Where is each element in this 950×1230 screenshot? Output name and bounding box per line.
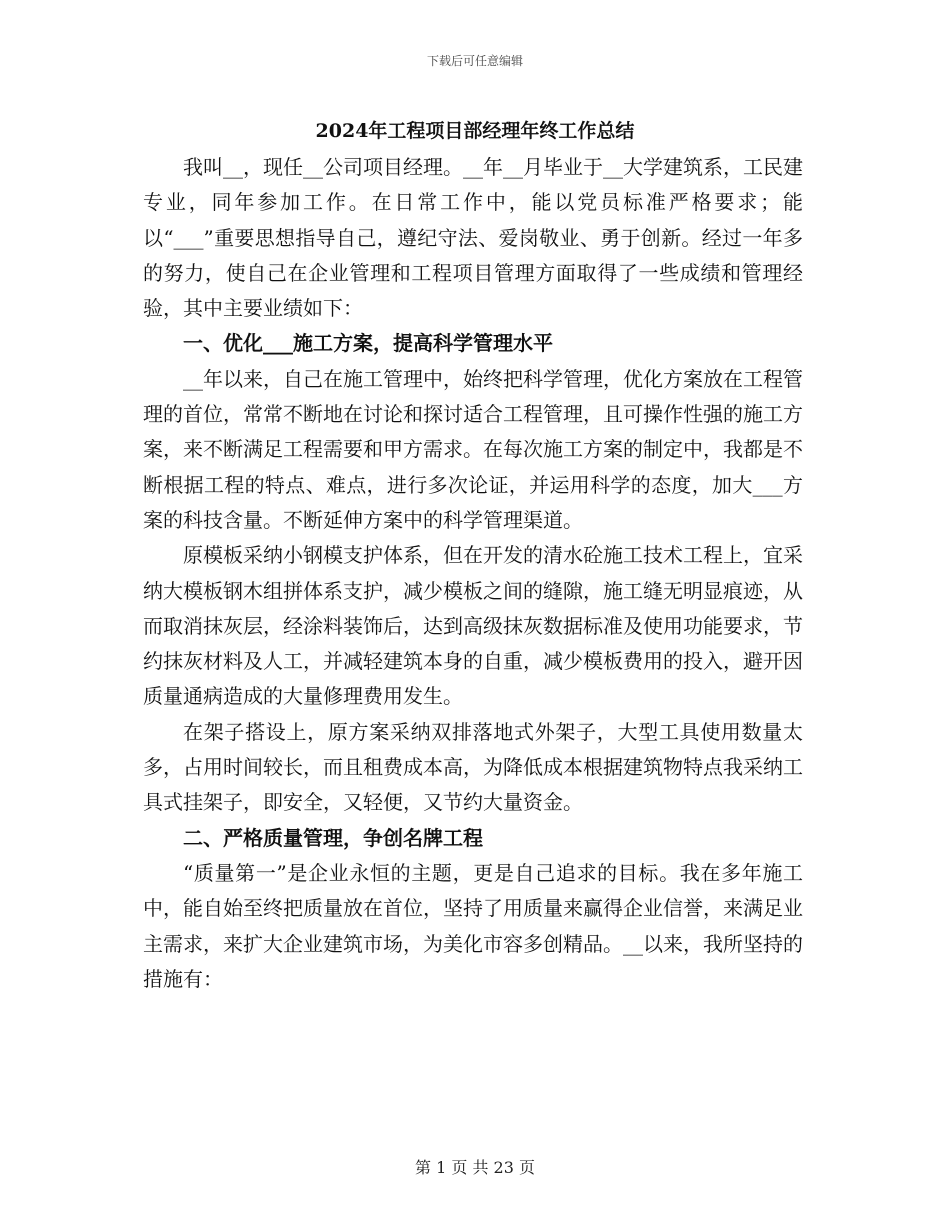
section-heading-1: 一、优化___施工方案，提高科学管理水平 bbox=[183, 331, 553, 356]
page-header: 下载后可任意编辑 bbox=[426, 54, 523, 68]
paragraph-intro: 我叫__，现任__公司项目经理。__年__月毕业于__大学建筑系，工民建专业，同年参加工作。在日常工作中，能以党员标准严格要求；能以“___”重要思想指导自己，遵纪守法、爱岗敬业、勇于创新。经过一年多的努力，使自己在企业管理和工程项目管理方面取得了一些成绩和管理经验，其中主要业绩如下： bbox=[143, 155, 803, 321]
document-body bbox=[143, 150, 803, 997]
paragraph-formwork: 原模板采纳小钢模支护体系，但在开发的清水砼施工技术工程上，宜采纳大模板钢木组拼体系支护，减少模板之间的缝隙，施工缝无明显痕迹，从而取消抹灰层，经涂料装饰后，达到高级抹灰数据标准及使用功能要求，节约抹灰材料及人工，并减轻建筑本身的自重，减少模板费用的投入，避开因质量通病造成的大量修理费用发生。 bbox=[143, 543, 803, 709]
document-title: 2024年工程项目部经理年终工作总结 bbox=[315, 120, 635, 142]
paragraph-scaffold: 在架子搭设上，原方案采纳双排落地式外架子，大型工具使用数量太多，占用时间较长，而且租费成本高，为降低成本根据建筑物特点我采纳工具式挂架子，即安全，又轻便，又节约大量资金。 bbox=[143, 719, 803, 815]
paragraph-quality: “质量第一”是企业永恒的主题，更是自己追求的目标。我在多年施工中，能自始至终把质量放在首位，坚持了用质量来赢得企业信誉，来满足业主需求，来扩大企业建筑市场，为美化市容多创精品。__以来，我所坚持的措施有： bbox=[143, 860, 803, 991]
paragraph-plan: __年以来，自己在施工管理中，始终把科学管理，优化方案放在工程管理的首位，常常不断地在讨论和探讨适合工程管理，且可操作性强的施工方案，来不断满足工程需要和甲方需求。在每次施工方案的制定中，我都是不断根据工程的特点、难点，进行多次论证，并运用科学的态度，加大___方案的科技含量。不断延伸方案中的科学管理渠道。 bbox=[143, 366, 803, 532]
section-heading-2: 二、严格质量管理，争创名牌工程 bbox=[183, 825, 483, 850]
page-footer: 第 1 页 共 23 页 bbox=[415, 1158, 535, 1177]
